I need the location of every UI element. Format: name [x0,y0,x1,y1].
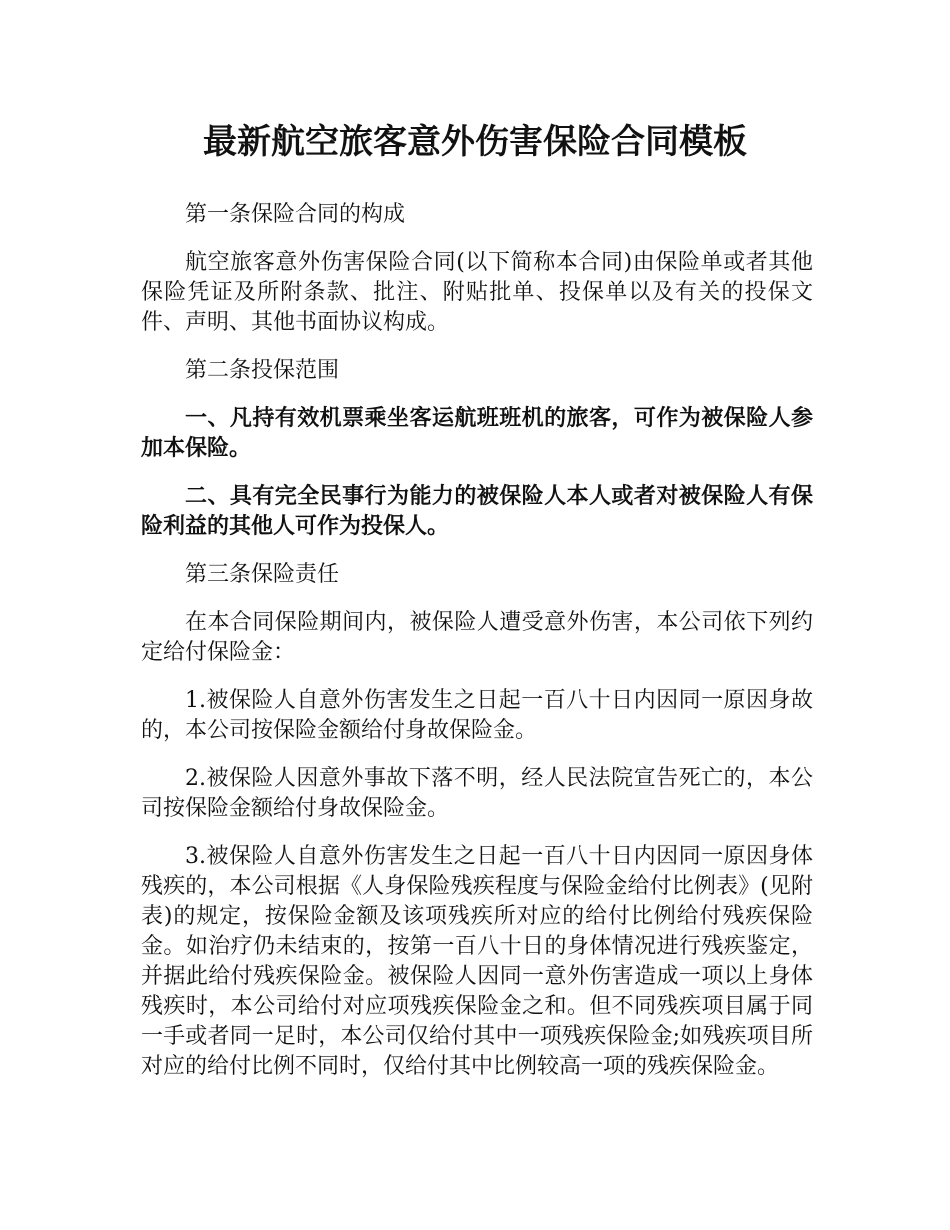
article-2-clause-1: 一、凡持有效机票乘坐客运航班班机的旅客，可作为被保险人参加本保险。 [141,406,813,461]
article-3-item-3: 3.被保险人自意外伤害发生之日起一百八十日内因同一原因身体残疾的，本公司根据《人身保险残疾程度与保险金给付比例表》(见附表)的规定，按保险金额及该项残疾所对应的给付比例给付残疾保险金。如治疗仍未结束的，按第一百八十日的身体情况进行残疾鉴定，并据此给付残疾保险金。被保险人因同一意外伤害造成一项以上身体残疾时，本公司给付对应项残疾保险金之和。但不同残疾项目属于同一手或者同一足时，本公司仅给付其中一项残疾保险金;如残疾项目所对应的给付比例不同时，仅给付其中比例较高一项的残疾保险金。 [141,844,813,1079]
article-3-heading: 第三条保险责任 [185,562,340,587]
document-title: 最新航空旅客意外伤害保险合同模板 [203,122,747,162]
article-3-item-2: 2.被保险人因意外事故下落不明，经人民法院宣告死亡的，本公司按保险金额给付身故保险金。 [141,766,813,821]
article-2-heading: 第二条投保范围 [185,358,340,383]
article-1-text: 航空旅客意外伤害保险合同(以下简称本合同)由保险单或者其他保险凭证及所附条款、批注、附贴批单、投保单以及有关的投保文件、声明、其他书面协议构成。 [141,250,813,335]
article-1-heading: 第一条保险合同的构成 [185,202,406,227]
article-2-clause-2: 二、具有完全民事行为能力的被保险人本人或者对被保险人有保险利益的其他人可作为投保人。 [141,484,813,539]
article-3-item-1: 1.被保险人自意外伤害发生之日起一百八十日内因同一原因身故的，本公司按保险金额给付身故保险金。 [141,688,813,743]
document-body [141,200,813,1100]
article-3-intro: 在本合同保险期间内，被保险人遭受意外伤害，本公司依下列约定给付保险金： [141,610,813,665]
